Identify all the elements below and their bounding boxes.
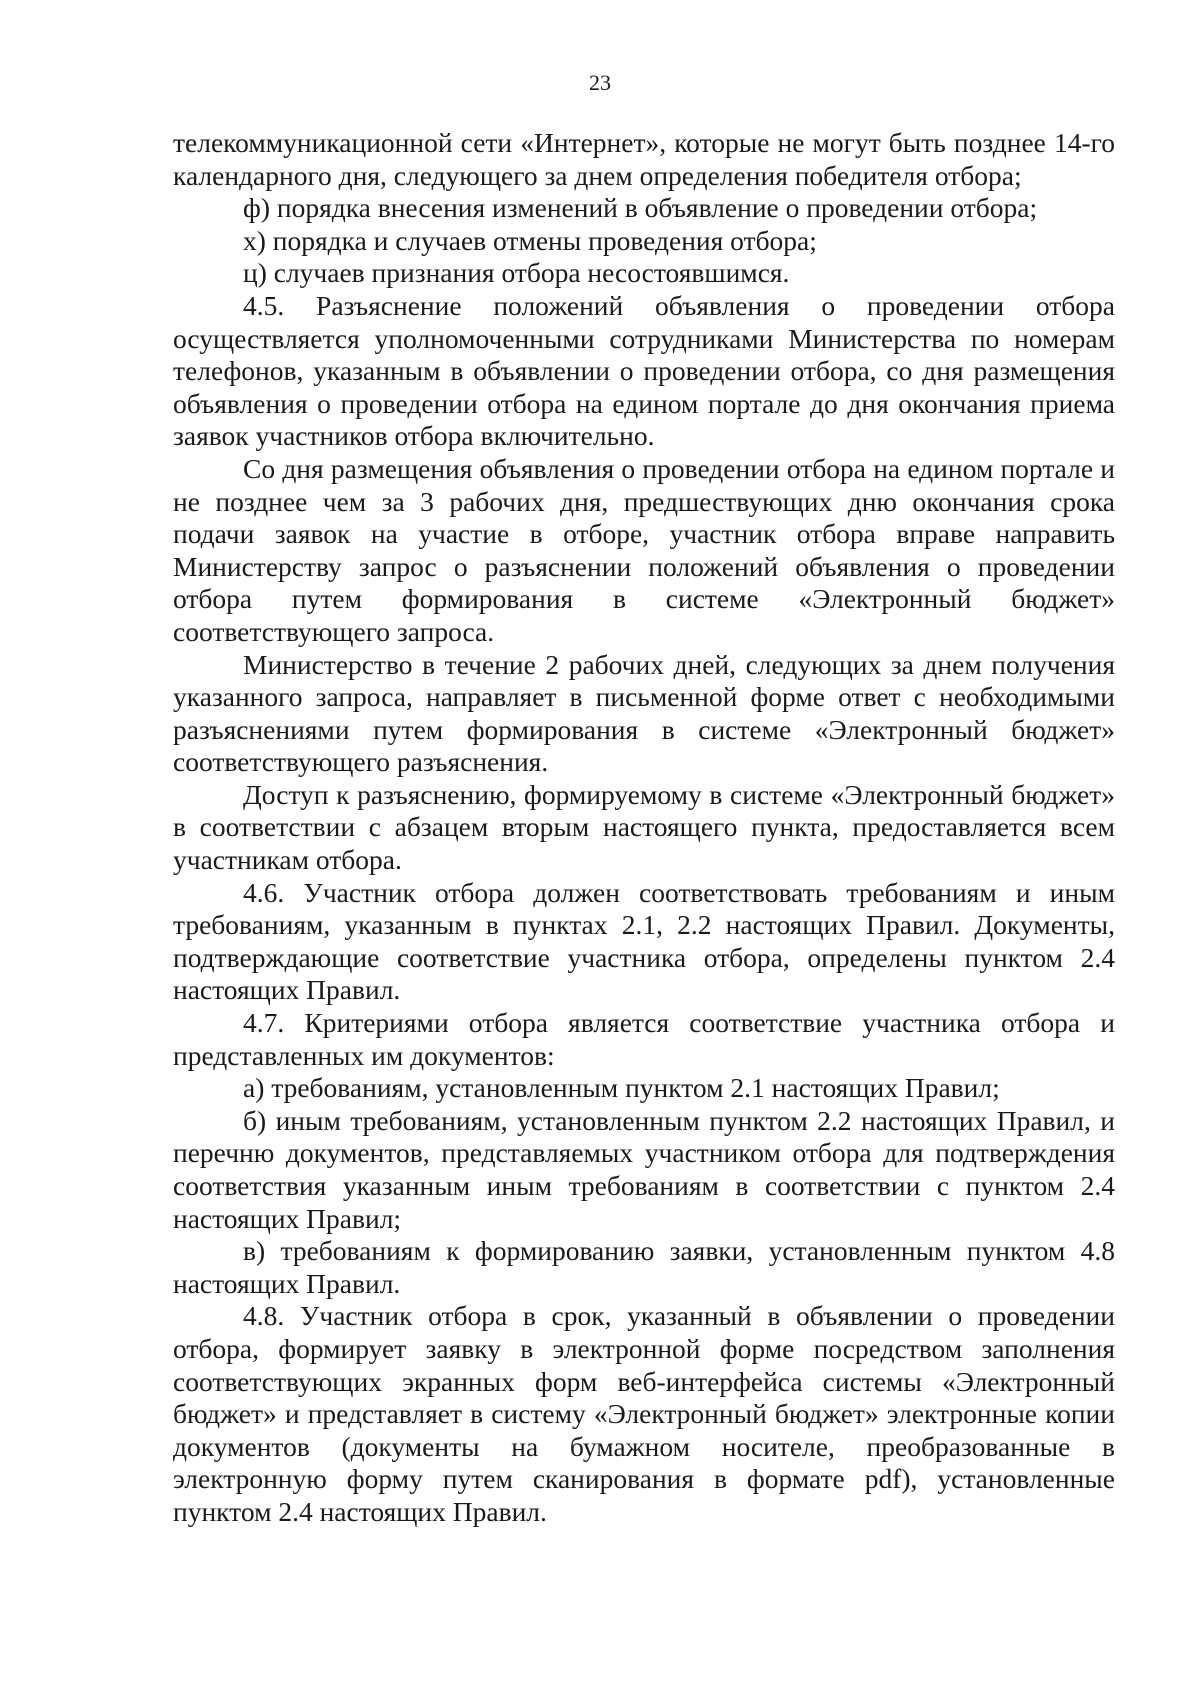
document-body bbox=[173, 127, 1115, 1529]
paragraph: в) требованиям к формированию заявки, установленным пунктом 4.8 настоящих Правил. bbox=[173, 1235, 1115, 1299]
page-number: 23 bbox=[589, 70, 611, 95]
paragraph: Доступ к разъяснению, формируемому в системе «Электронный бюджет» в соответствии с абзацем вторым настоящего пункта, предоставляется всем участникам отбора. bbox=[173, 778, 1115, 876]
paragraph: ф) порядка внесения изменений в объявление о проведении отбора; bbox=[243, 192, 1038, 224]
paragraph: 4.6. Участник отбора должен соответствовать требованиям и иным требованиям, указанным в пунктах 2.1, 2.2 настоящих Правил. Документы, подтверждающие соответствие участника отбора, определены пунктом 2.4 настоящих Правил. bbox=[173, 876, 1115, 1006]
paragraph: Со дня размещения объявления о проведении отбора на едином портале и не позднее чем за 3 рабочих дня, предшествующих дню окончания срока подачи заявок на участие в отборе, участник отбора вправе направить Министерству запрос о разъяснении положений объявления о проведении отбора путем формирования в системе «Электронный бюджет» соответствующего запроса. bbox=[173, 452, 1115, 647]
paragraph: ц) случаев признания отбора несостоявшимся. bbox=[243, 257, 790, 289]
paragraph: Министерство в течение 2 рабочих дней, следующих за днем получения указанного запроса, направляет в письменной форме ответ с необходимыми разъяснениями путем формирования в системе «Электронный бюджет» соответствующего разъяснения. bbox=[173, 648, 1115, 778]
paragraph: б) иным требованиям, установленным пунктом 2.2 настоящих Правил, и перечню документов, представляемых участником отбора для подтверждения соответствия указанным иным требованиям в соответствии с пунктом 2.4 настоящих Правил; bbox=[173, 1104, 1115, 1234]
paragraph: 4.8. Участник отбора в срок, указанный в объявлении о проведении отбора, формирует заявку в электронной форме посредством заполнения соответствующих экранных форм веб-интерфейса системы «Электронный бюджет» и представляет в систему «Электронный бюджет» электронные копии документов (документы на бумажном носителе, преобразованные в электронную форму путем сканирования в формате pdf), установленные пунктом 2.4 настоящих Правил. bbox=[173, 1300, 1115, 1527]
paragraph: 4.7. Критериями отбора является соответствие участника отбора и представленных им документов: bbox=[173, 1007, 1115, 1071]
paragraph: а) требованиям, установленным пунктом 2.1 настоящих Правил; bbox=[243, 1072, 1000, 1104]
paragraph: х) порядка и случаев отмены проведения отбора; bbox=[243, 224, 817, 256]
paragraph: телекоммуникационной сети «Интернет», которые не могут быть позднее 14-го календарного дня, следующего за днем определения победителя отбора; bbox=[173, 127, 1115, 191]
paragraph: 4.5. Разъяснение положений объявления о проведении отбора осуществляется уполномоченными сотрудниками Министерства по номерам телефонов, указанным в объявлении о проведении отбора, со дня размещения объявления о проведении отбора на едином портале до дня окончания приема заявок участников отбора включительно. bbox=[173, 289, 1115, 452]
